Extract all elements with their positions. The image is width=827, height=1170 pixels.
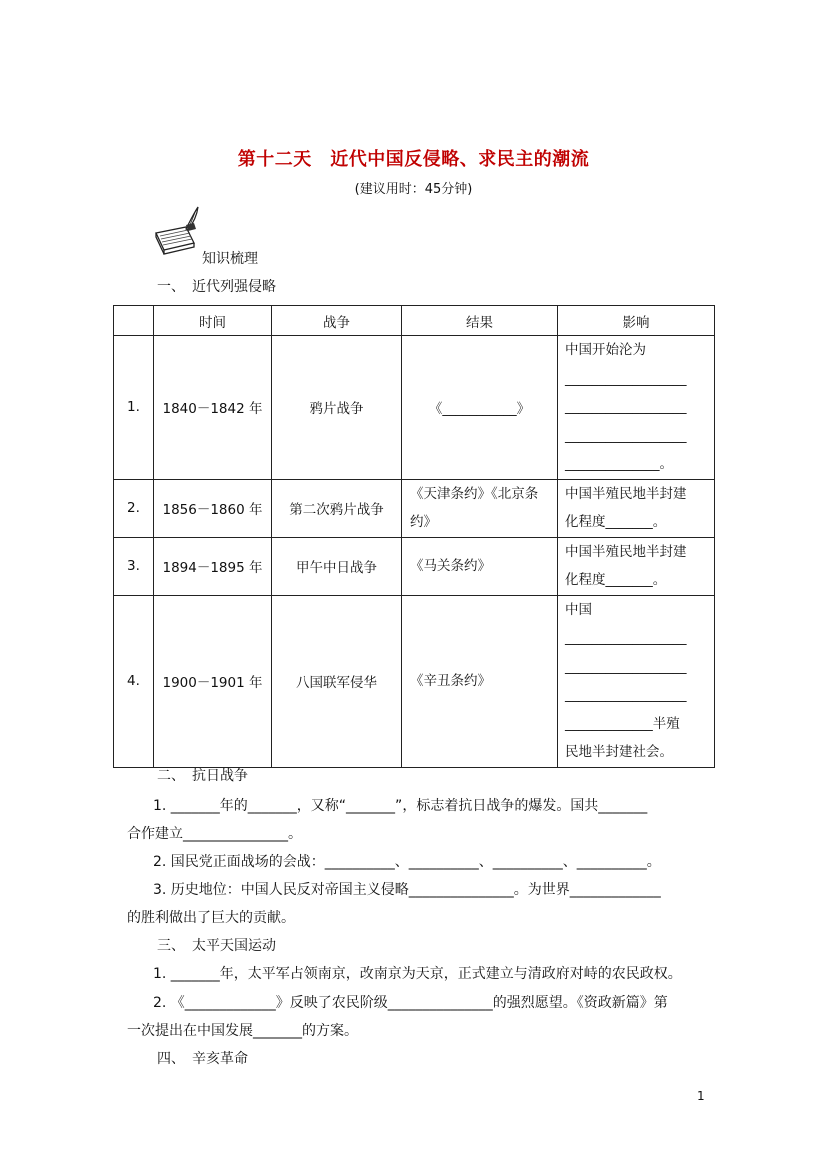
row-result: 《天津条约》《北京条约》	[402, 479, 558, 537]
quill-book-icon	[150, 203, 202, 263]
row-effect	[558, 336, 715, 480]
suggested-time: (建议用时：45分钟)	[354, 182, 473, 197]
row-time: 1894－1895 年	[154, 537, 272, 595]
header-cell: 影响	[558, 306, 715, 336]
paragraph: 2. 国民党正面战场的会战：__________、__________、__________、__________。	[153, 854, 661, 870]
paragraph: 1. _______年，太平军占领南京，改南京为天京，正式建立与清政府对峙的农民政权。	[153, 966, 682, 982]
header-cell	[114, 306, 154, 336]
row-time: 1900－1901 年	[154, 595, 272, 767]
paragraph: 一次提出在中国发展_______的方案。	[127, 1023, 358, 1039]
row-effect	[558, 479, 715, 537]
row-number: 4.	[114, 595, 154, 767]
row-number: 1.	[114, 336, 154, 480]
table-row	[114, 537, 715, 595]
effect-line: 化程度_______。	[565, 514, 667, 530]
page-number: 1	[697, 1089, 705, 1103]
page-title: 第十二天 近代中国反侵略、求民主的潮流	[237, 149, 590, 170]
effect-line: ______________。	[565, 456, 673, 472]
effect-line: __________________	[565, 630, 687, 646]
effect-line: __________________	[565, 658, 687, 675]
effect-line: 化程度_______。	[565, 572, 667, 588]
row-war: 八国联军侵华	[272, 595, 402, 767]
effect-line: 中国半殖民地半封建	[565, 543, 687, 560]
effect-line: __________________	[565, 370, 687, 387]
effect-line: 民地半封建社会。	[565, 744, 673, 760]
effect-line: __________________	[565, 427, 687, 444]
effect-line: __________________	[565, 687, 687, 703]
effect-line: 中国开始沦为	[565, 342, 646, 358]
effect-line: 中国半殖民地半封建	[565, 485, 687, 502]
header-cell: 结果	[402, 306, 558, 336]
heading-part3: 三、 太平天国运动	[157, 938, 276, 954]
paragraph: 合作建立_______________。	[127, 826, 302, 842]
effect-line: _____________半殖	[565, 715, 680, 732]
row-effect	[558, 595, 715, 767]
heading-part4: 四、 辛亥革命	[157, 1051, 248, 1067]
paragraph: 的胜利做出了巨大的贡献。	[127, 910, 295, 926]
header-cell: 战争	[272, 306, 402, 336]
invasion-table	[113, 305, 715, 768]
row-result: 《辛丑条约》	[402, 595, 558, 767]
row-result: 《马关条约》	[402, 537, 558, 595]
row-time: 1856－1860 年	[154, 479, 272, 537]
row-time: 1840－1842 年	[154, 336, 272, 480]
section-label: 知识梳理	[202, 251, 258, 267]
table-row	[114, 595, 715, 767]
table-header-row	[114, 306, 715, 336]
paragraph: 1. _______年的_______，又称“_______”，标志着抗日战争的爆发。国共_______	[153, 798, 648, 814]
row-war: 甲午中日战争	[272, 537, 402, 595]
table-row	[114, 479, 715, 537]
effect-line: 中国	[565, 601, 592, 618]
effect-line: __________________	[565, 399, 687, 415]
paragraph: 3. 历史地位：中国人民反对帝国主义侵略_______________。为世界_____________	[153, 882, 661, 898]
heading-part1: 一、 近代列强侵略	[157, 279, 276, 295]
header-cell: 时间	[154, 306, 272, 336]
heading-part2: 二、 抗日战争	[157, 768, 248, 784]
row-war: 鸦片战争	[272, 336, 402, 480]
row-number: 2.	[114, 479, 154, 537]
row-number: 3.	[114, 537, 154, 595]
paragraph: 2. 《_____________》反映了农民阶级_______________的强烈愿望。《资政新篇》第	[153, 995, 668, 1011]
row-war: 第二次鸦片战争	[272, 479, 402, 537]
row-effect	[558, 537, 715, 595]
row-result: 《___________》	[402, 336, 558, 480]
table-row	[114, 336, 715, 480]
